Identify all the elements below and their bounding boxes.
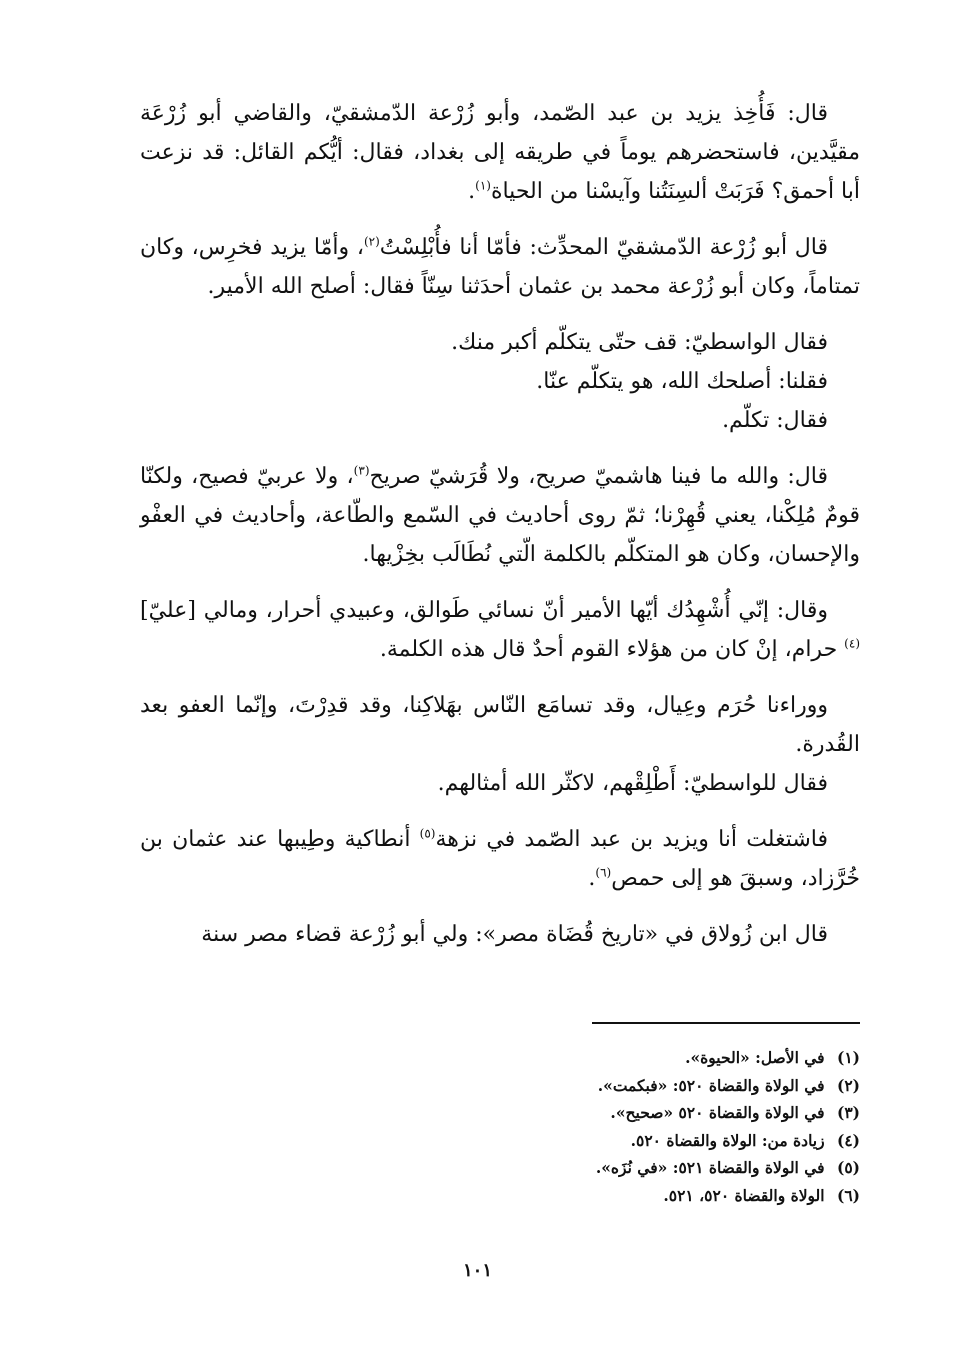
footnote-text: في الولاة والقضاة ٥٢٠ «صحيح». [610, 1103, 825, 1122]
paragraph-1 [140, 94, 860, 211]
footnote-text: في الأصل: «الحيوة». [685, 1048, 825, 1067]
paragraph-6-end: . [588, 866, 596, 891]
footnote-number: (٣) [836, 1103, 860, 1122]
paragraph-6 [140, 820, 860, 898]
dialogue-line-1: فقال الواسطيّ: قف حتّى يتكلّم أكبر منك. [451, 330, 828, 355]
footnote-text: في الولاة والقضاة ٥٢١: «في نُزَه». [595, 1158, 825, 1177]
footnote-ref-1[interactable]: (١) [475, 178, 491, 193]
footnote-ref-3[interactable]: (٣) [353, 463, 370, 478]
paragraph-1-text: قال: فَأُخِذ يزيد بن عبد الصّمد، وأبو زُرْعة الدّمشقيّ، والقاضي أبو زُرْعَة مقيَّدين، فاستحضرهم يوماً في طريقه إلى بغداد، فقال: أيُّكم القائل: قد نزعت أبا أحمق؟ فَرَبَتْ ألسِنَتُنا وآيسْنا من الحياة [140, 101, 860, 204]
paragraph-3-text-a: قال: والله ما فينا هاشميّ صريح، ولا قُرَشيّ صريح [369, 464, 829, 489]
footnote-number: (٦) [836, 1185, 860, 1205]
footnote-number: (٢) [836, 1075, 860, 1095]
footnote-text: الولاة والقضاة ٥٢٠، ٥٢١. [663, 1185, 825, 1205]
paragraph-1-end: . [468, 179, 476, 204]
footnote-1 [440, 1044, 860, 1072]
dialogue-line-4: فقال للواسطيّ: أَطْلِقْهم، لاكثّر الله أمثالهم. [437, 771, 828, 796]
footnote-divider [592, 1022, 860, 1024]
paragraph-7: قال ابن زُولاق في «تاريخ قُضَاة مصر»: ولي أبو زُرْعة قضاء مصر سنة [201, 922, 828, 947]
paragraph-4 [140, 591, 860, 669]
footnote-ref-5[interactable]: (٥) [419, 826, 436, 841]
footnote-number: (٥) [836, 1158, 860, 1177]
main-text [140, 94, 860, 954]
footnote-2 [440, 1072, 860, 1100]
footnote-ref-4[interactable]: (٤) [844, 636, 860, 651]
footnote-4 [440, 1127, 860, 1155]
footnote-ref-6[interactable]: (٦) [595, 865, 612, 880]
paragraph-5: ووراءنا حُرَم وعِيال، وقد تسامَع النّاس بهَلاكِنا، وقد قدِرْتَ، وإنّما العفو بعد القُدرة. [140, 693, 860, 757]
paragraph-2-text-a: قال أبو زُرْعة الدّمشقيّ المحدِّث: فأمّا أنا فأُبْلِسْتُ [379, 235, 829, 260]
paragraph-3 [140, 457, 860, 574]
footnote-number: (١) [836, 1048, 860, 1067]
page-number: ١٠١ [462, 1260, 492, 1281]
footnote-6 [440, 1182, 860, 1210]
paragraph-4-text-b: حرام، إنْ كان من هؤلاء القوم أحدٌ قال هذه الكلمة. [379, 637, 845, 662]
paragraph-2 [140, 228, 860, 306]
paragraph-3-text-b: ، ولا عربيّ فصيح، ولكنّا قومٌ مُلِكْنا، يعني قُهِرْنا؛ ثمّ روى أحاديث في السّمع والطّاعة، وأحاديث في العفْو والإحسان، وكان هو المتكلّم بالكلمة الّتي نُطَالَب بخِزْيها. [140, 464, 860, 567]
footnote-text: زيادة من: الولاة والقضاة ٥٢٠. [630, 1130, 825, 1150]
footnote-text: في الولاة والقضاة ٥٢٠: «فبكمت». [597, 1075, 825, 1095]
dialogue-line-3: فقال: تكلّم. [722, 408, 828, 433]
footnote-ref-2[interactable]: (٢) [363, 234, 380, 249]
paragraph-2-text-b: ، وأمّا يزيد فخرِس، وكان تمتاماً، وكان أبو زُرْعة محمد بن عثمان أحدَثنا سِنّاً فقال: أصلح الله الأمير. [140, 235, 860, 299]
footnote-3 [440, 1099, 860, 1127]
footnotes [440, 1044, 860, 1209]
paragraph-6-text-a: فاشتغلت أنا ويزيد بن عبد الصّمد في نزهة [435, 827, 828, 852]
dialogue-line-2: فقلنا: أصلحك الله، هو يتكلّم عنّا. [536, 369, 828, 394]
footnote-number: (٤) [836, 1130, 860, 1150]
paragraph-4-text-a: وقال: إنّي أُشْهِدُك أيّها الأمير أنّ نسائي طَوالق، وعبيدي أحرار، ومالي [عليّ] [140, 598, 828, 623]
footnote-5 [440, 1154, 860, 1182]
paragraph-6-text-b: أنطاكية وطِيبها عند عثمان بن خُرَّزاد، وسبقَ هو إلى حمص [140, 827, 860, 891]
